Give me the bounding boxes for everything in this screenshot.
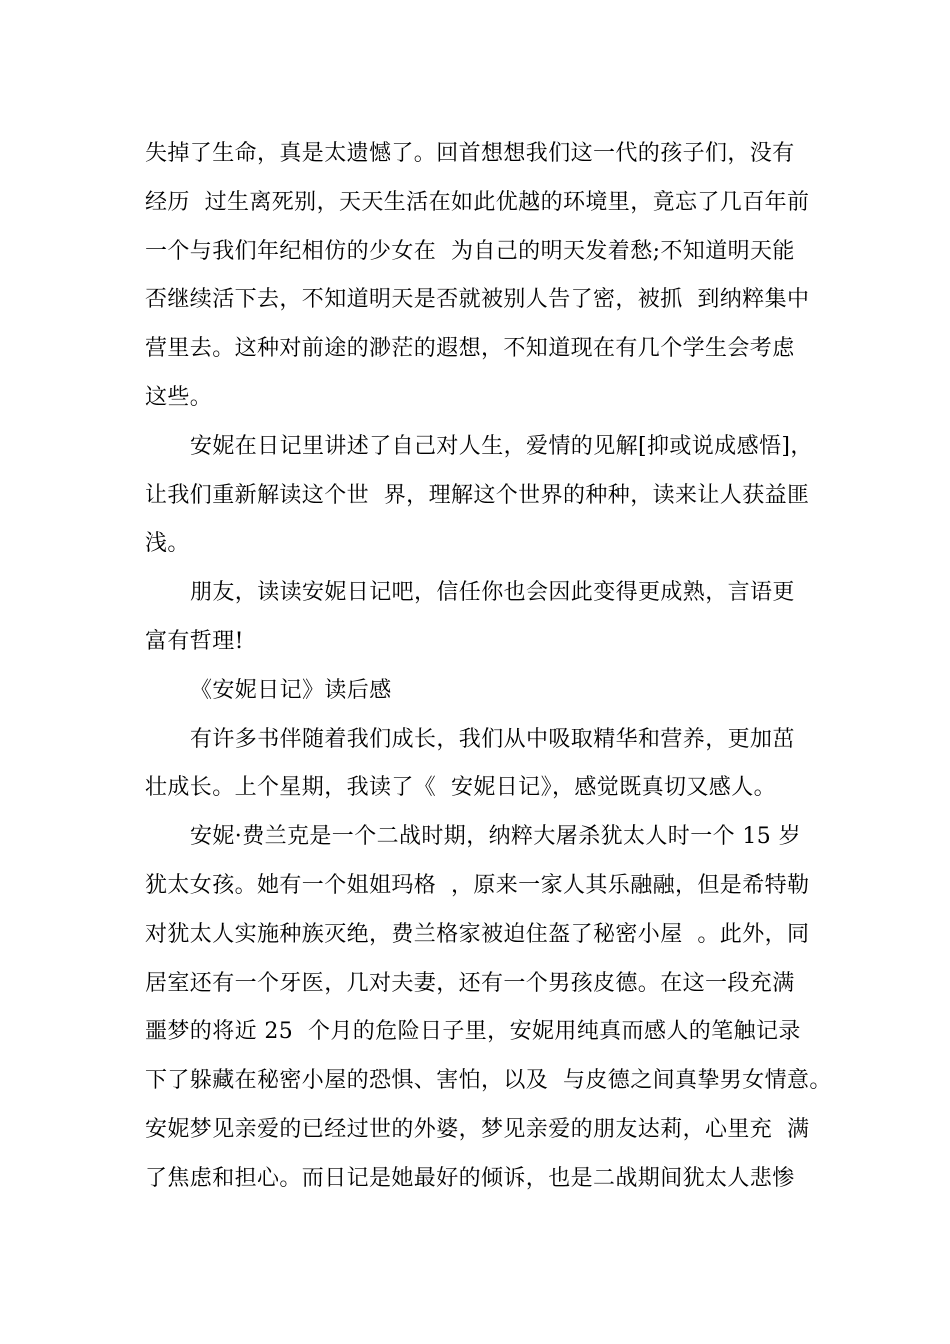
text-line: 了焦虑和担心。而日记是她最好的倾诉，也是二战期间犹太人悲惨 [145, 1165, 795, 1191]
paragraph-first-line: 安妮·费兰克是一个二战时期，纳粹大屠杀犹太人时一个 15 岁 [190, 824, 801, 850]
paragraph-first-line: 安妮在日记里讲述了自己对人生，爱情的见解[抑或说成感悟]， [190, 433, 813, 459]
text-line: 浅。 [145, 531, 190, 557]
text-line: 一个与我们年纪相仿的少女在 为自己的明天发着愁;不知道明天能 [145, 238, 795, 264]
text-line: 犹太女孩。她有一个姐姐玛格 ，原来一家人其乐融融，但是希特勒 [145, 872, 810, 898]
paragraph-first-line: 朋友，读读安妮日记吧，信任你也会因此变得更成熟，言语更 [190, 580, 795, 606]
text-line: 安妮梦见亲爱的已经过世的外婆，梦见亲爱的朋友达莉，心里充 满 [145, 1116, 810, 1142]
text-line: 让我们重新解读这个世 界，理解这个世界的种种，读来让人获益匪 [145, 482, 810, 508]
section-title: 《安妮日记》读后感 [190, 677, 392, 703]
text-line: 噩梦的将近 25 个月的危险日子里，安妮用纯真而感人的笔触记录 [145, 1019, 801, 1045]
text-line: 否继续活下去，不知道明天是否就被别人告了密，被抓 到纳粹集中 [145, 287, 810, 313]
text-line: 经历 过生离死别，天天生活在如此优越的环境里，竟忘了几百年前 [145, 189, 810, 215]
text-line: 居室还有一个牙医，几对夫妻，还有一个男孩皮德。在这一段充满 [145, 970, 795, 996]
text-line: 营里去。这种对前途的渺茫的遐想，不知道现在有几个学生会考虑 [145, 336, 795, 362]
text-line: 富有哲理! [145, 628, 244, 654]
text-line: 这些。 [145, 384, 213, 410]
paragraph-first-line: 有许多书伴随着我们成长，我们从中吸取精华和营养，更加茁 [190, 726, 795, 752]
text-line: 失掉了生命，真是太遗憾了。回首想想我们这一代的孩子们，没有 [145, 141, 795, 166]
text-line: 壮成长。上个星期，我读了《 安妮日记》，感觉既真切又感人。 [145, 775, 776, 801]
text-line: 对犹太人实施种族灭绝，费兰格家被迫住盔了秘密小屋 。此外，同 [145, 921, 810, 947]
body-text [145, 130, 832, 1204]
text-line: 下了躲藏在秘密小屋的恐惧、害怕，以及 与皮德之间真挚男女情意。 [145, 1068, 832, 1094]
